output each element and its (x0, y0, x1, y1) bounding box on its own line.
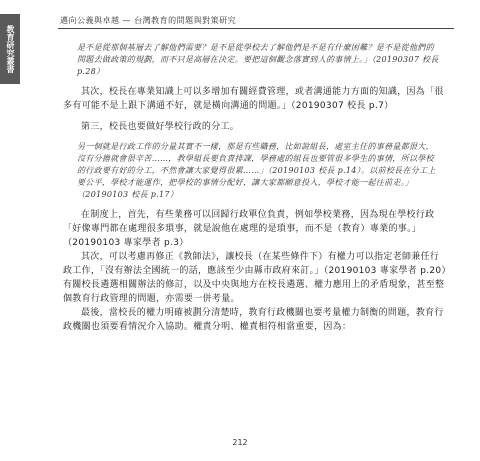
interview-quote: 另一個就是行政工作的分量其實不一樣，那是有些職務，比如說組長，處室主任的事務量都很大，沒有分擔就會很辛苦……，教學組長要負責排課，學務處的組長也要管很多學生的事情，所以學校的行政要有好的分工，不然會讓大家覺得很累……」（20190103 校長 p.14）。以前校長在分工上要公平，學校才能運作，把學校的事情分配好，讓大家都願意投入，學校才能一起往前走。」（20190103 校長 p.17） (77, 142, 436, 199)
body-paragraph: 最後，當校長的權力明確被劃分清楚時，教育行政機關也要考量權力制衡的問題，教育行政機關也須要看情況介入協助。權責分明、權責相符相當重要，因為： (63, 308, 444, 332)
body-paragraph: 其次，校長在專業知識上可以多增加有關經費管理，或者溝通能力方面的知識，因為「很多有可能不是上跟下溝通不好，就是橫向溝通的問題。」（20190307 校長 p.7） (63, 87, 444, 111)
running-head: 邁向公義與卓越 — 台灣教育的問題與對策研究 (60, 16, 237, 25)
body-paragraph: 在制度上，首先，有些業務可以回歸行政單位負責，例如學校業務，因為現在學校行政「好像專門都在處理很多瑣事，就是說他在處理的是瑣事，而不是（教育）專業的事。」（20190103 專家學者 p.3） (63, 210, 435, 248)
header-divider (58, 28, 454, 29)
interview-quote: 是不是從那個基層去了解他們需要？是不是從學校去了解他們是不是有什麼困難？是不是從他們的問題去做政策的規劃，而不只是高層在決定。要把這個觀念落實到人的事情上。」（20190307 校長 p.28） (77, 43, 439, 76)
side-tab-label: 教育研究叢書 (6, 25, 15, 73)
page-number: 212 (232, 438, 248, 447)
section-point: 第三，校長也要做好學校行政的分工。 (81, 122, 240, 132)
chapter-side-tab (0, 14, 20, 84)
body-paragraph: 其次，可以考慮再修正《教師法》，讓校長（在某些條件下）有權力可以指定老師兼任行政工作，「沒有辦法全國統一的話，應該至少由縣市政府來訂。」（20190103 專家學者 p.20）有關校長遴選相關辦法的修訂，以及中央與地方在校長遴選、權力應用上的矛盾現象，甚至整個教育行政管理的問題，亦需要一併考量。 (63, 252, 447, 304)
page-body (63, 42, 447, 334)
